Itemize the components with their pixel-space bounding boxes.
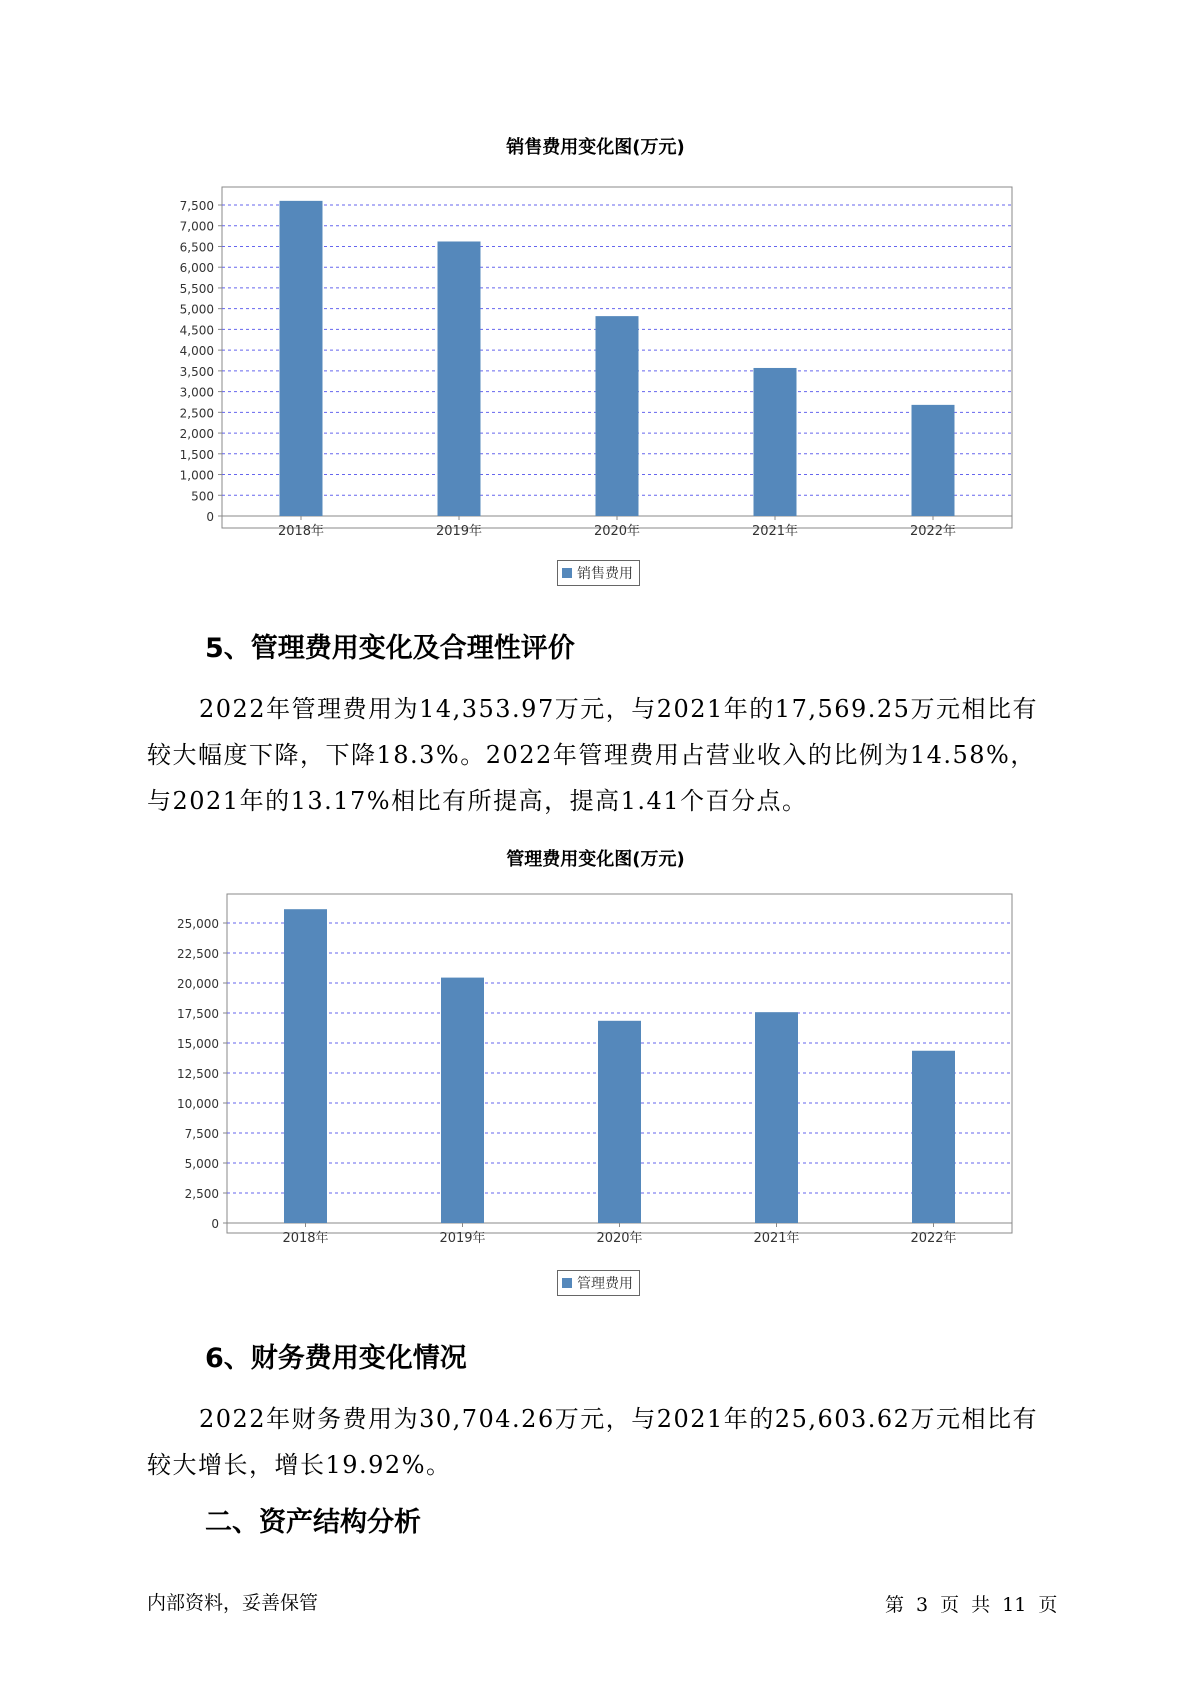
bar-2021年 <box>754 368 797 516</box>
section6-paragraph: 2022年财务费用为30,704.26万元，与2021年的25,603.62万元相比有较大增长，增长19.92%。 <box>147 1405 1038 1479</box>
y-tick-label: 5,000 <box>179 302 214 317</box>
x-tick-label: 2018年 <box>282 1231 329 1246</box>
legend-swatch <box>562 568 572 578</box>
chart2-title: 管理费用变化图(万元) <box>506 849 685 870</box>
x-tick-label: 2019年 <box>439 1231 486 1246</box>
section6-heading: 6、财务费用变化情况 <box>205 1343 467 1374</box>
y-tick-label: 6,500 <box>179 240 214 255</box>
bar-2022年 <box>912 1051 955 1223</box>
total-label: 页 <box>1038 1594 1058 1616</box>
legend-swatch <box>562 1278 572 1288</box>
x-tick-label: 2020年 <box>596 1231 643 1246</box>
bar-2018年 <box>280 201 323 516</box>
y-tick-label: 15,000 <box>177 1037 219 1051</box>
bar-2020年 <box>598 1021 641 1223</box>
x-tick-label: 2021年 <box>753 1231 800 1246</box>
y-tick-label: 25,000 <box>177 917 219 931</box>
y-tick-label: 2,500 <box>179 406 214 421</box>
y-tick-label: 1,000 <box>179 468 214 483</box>
y-tick-label: 6,000 <box>179 261 214 276</box>
section5-heading: 5、管理费用变化及合理性评价 <box>205 633 575 664</box>
x-tick-label: 2021年 <box>751 524 799 539</box>
page-prefix: 第 <box>885 1594 905 1616</box>
chart2-legend <box>557 1270 640 1296</box>
y-tick-label: 2,500 <box>184 1187 219 1201</box>
page-number <box>885 1590 1069 1617</box>
y-tick-label: 17,500 <box>177 1007 219 1021</box>
chart1-title: 销售费用变化图(万元) <box>506 137 685 158</box>
sales-expense-chart <box>0 170 1191 539</box>
admin-expense-chart <box>0 880 1191 1255</box>
y-tick-label: 10,000 <box>177 1097 219 1111</box>
bar-2018年 <box>284 909 327 1223</box>
chart2-legend-label: 管理费用 <box>577 1276 633 1292</box>
y-tick-label: 1,500 <box>179 447 214 462</box>
y-tick-label: 7,500 <box>179 199 214 213</box>
y-tick-label: 5,000 <box>184 1157 219 1171</box>
y-tick-label: 20,000 <box>177 977 219 991</box>
x-tick-label: 2018年 <box>277 524 325 539</box>
page-current: 3 <box>916 1594 929 1616</box>
section5-paragraph: 2022年管理费用为14,353.97万元，与2021年的17,569.25万元相比有较大幅度下降，下降18.3%。2022年管理费用占营业收入的比例为14.58%，与2021年的13.17%相比有所提高，提高1.41个百分点。 <box>147 695 1038 815</box>
x-tick-label: 2020年 <box>593 524 641 539</box>
y-tick-label: 0 <box>206 510 214 524</box>
y-tick-label: 7,000 <box>179 219 214 234</box>
bar-2019年 <box>438 241 481 516</box>
y-tick-label: 22,500 <box>177 947 219 961</box>
y-tick-label: 0 <box>211 1217 219 1231</box>
bar-2022年 <box>912 405 955 516</box>
y-tick-label: 2,000 <box>179 427 214 442</box>
bar-2021年 <box>755 1012 798 1223</box>
bar-2019年 <box>441 978 484 1223</box>
chart1-legend-label: 销售费用 <box>577 566 633 582</box>
y-tick-label: 4,500 <box>179 323 214 338</box>
x-tick-label: 2022年 <box>909 524 957 539</box>
y-tick-label: 500 <box>191 489 214 504</box>
page-total: 11 <box>1002 1594 1027 1616</box>
y-tick-label: 7,500 <box>184 1127 219 1141</box>
y-tick-label: 3,500 <box>179 364 214 379</box>
y-tick-label: 12,500 <box>177 1067 219 1081</box>
y-tick-label: 5,500 <box>179 281 214 296</box>
bar-2020年 <box>596 316 639 516</box>
x-tick-label: 2019年 <box>435 524 483 539</box>
chart1-legend <box>557 560 640 586</box>
y-tick-label: 3,000 <box>179 385 214 400</box>
section-two-heading: 二、资产结构分析 <box>205 1507 421 1538</box>
total-prefix: 共 <box>971 1594 991 1616</box>
y-tick-label: 4,000 <box>179 344 214 359</box>
footer-confidential: 内部资料，妥善保管 <box>147 1592 319 1614</box>
x-tick-label: 2022年 <box>910 1231 957 1246</box>
page-label: 页 <box>940 1594 960 1616</box>
